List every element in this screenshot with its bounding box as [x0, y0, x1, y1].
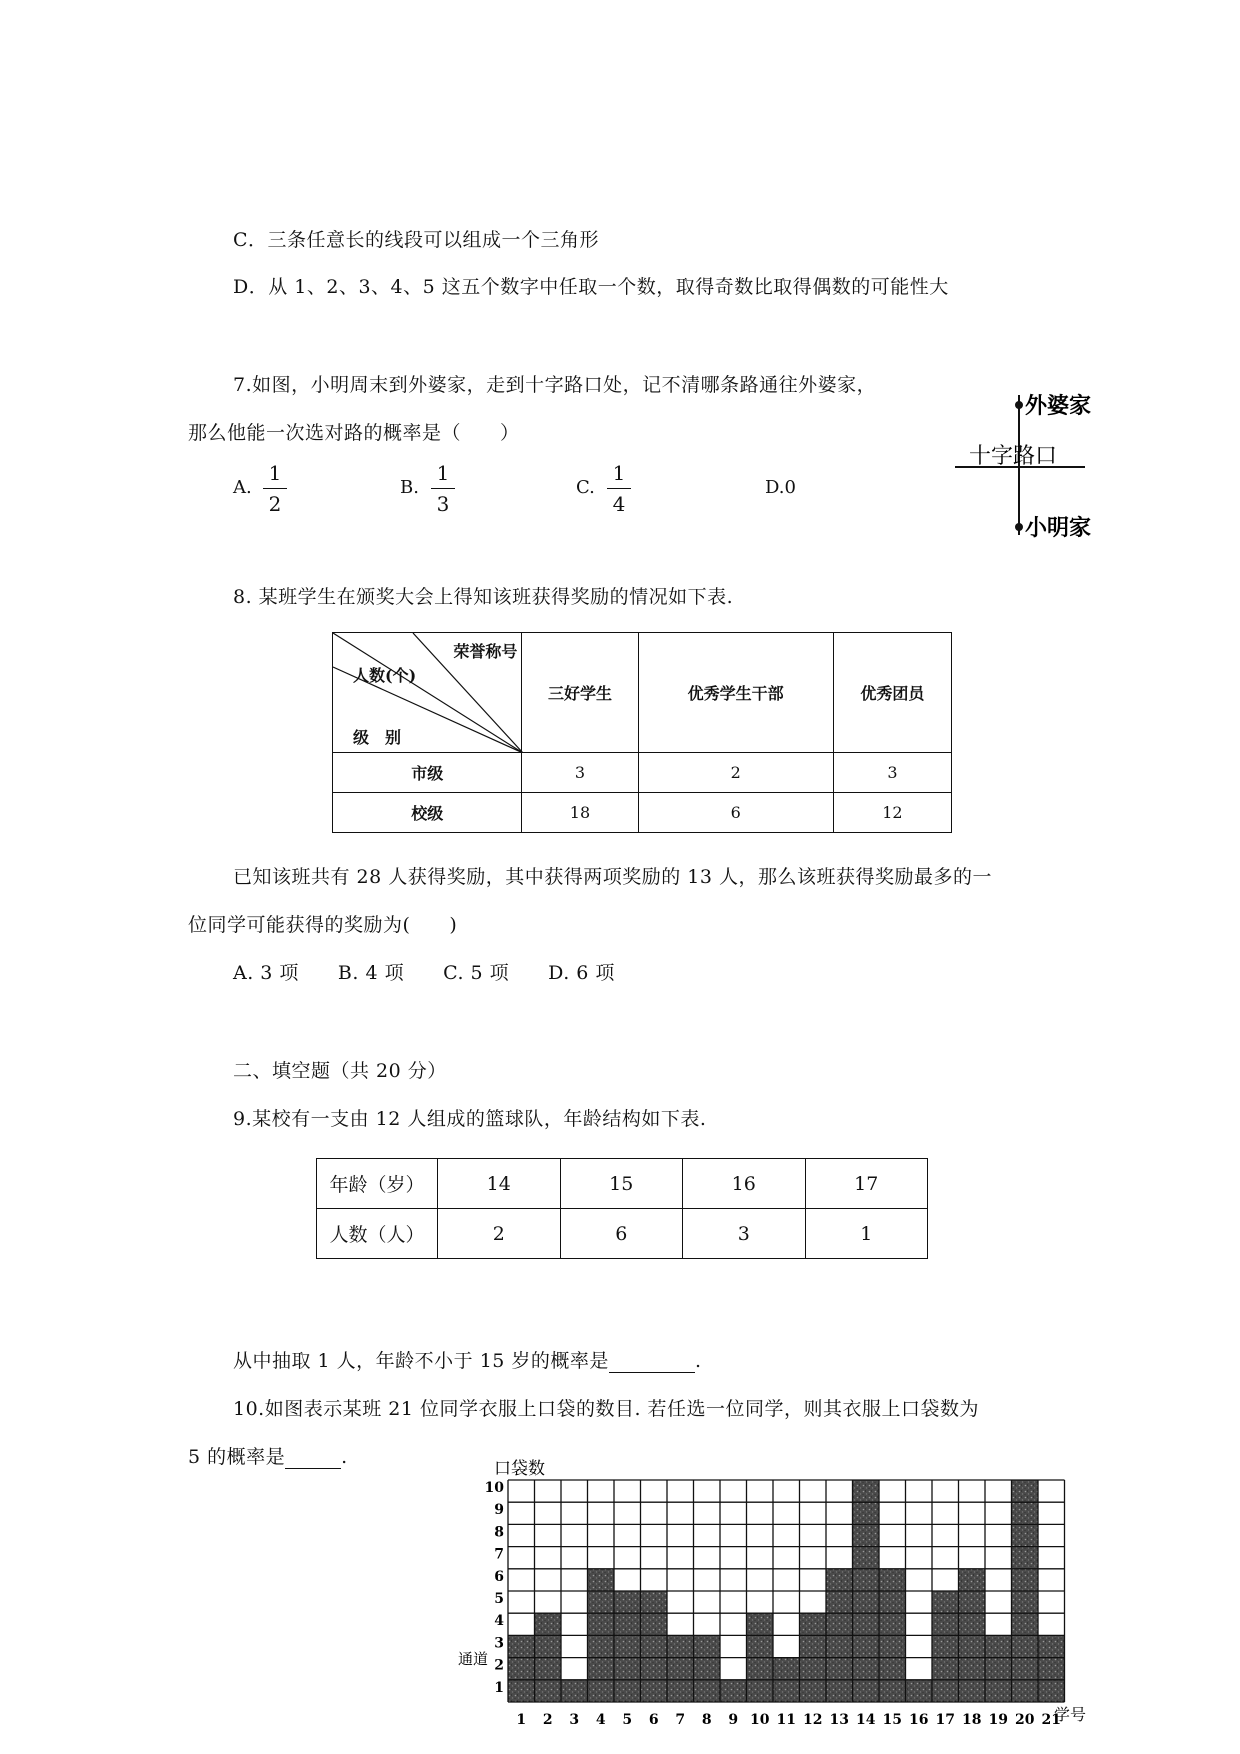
q7-option-a-fraction	[263, 460, 287, 517]
q10-text-end: .	[341, 1446, 348, 1468]
age-cell: 17	[805, 1159, 928, 1209]
x-tick-label: 3	[569, 1712, 580, 1728]
pocket-bar	[694, 1635, 721, 1702]
count-row-label: 人数（人）	[317, 1209, 438, 1259]
q6-option-c: C．三条任意长的线段可以组成一个三角形	[233, 229, 600, 251]
award-cell: 3	[833, 753, 951, 793]
xiaoming-house-label: 小明家	[1025, 515, 1092, 541]
y-tick-label: 1	[494, 1679, 504, 1696]
count-cell: 6	[560, 1209, 683, 1259]
award-cell: 3	[522, 753, 638, 793]
q10-text-line2-wrap	[188, 1442, 348, 1469]
q7-option-c-label: C.	[576, 477, 595, 498]
q7-option-c-fraction	[607, 460, 631, 517]
fraction-denominator: 2	[268, 492, 282, 516]
y-tick-label: 5	[494, 1591, 504, 1607]
pocket-bar	[561, 1680, 588, 1702]
q8-text-line2: 位同学可能获得的奖励为( )	[188, 914, 458, 936]
age-row-label: 年龄（岁）	[317, 1159, 438, 1209]
pocket-bar	[641, 1591, 668, 1702]
x-tick-label: 5	[622, 1712, 633, 1728]
corner-title-count: 人数(个)	[353, 666, 417, 685]
x-tick-label: 16	[909, 1712, 929, 1728]
count-cell: 1	[805, 1209, 928, 1259]
crossroad-label: 十字路口	[969, 444, 1058, 469]
table-row	[333, 753, 952, 793]
q8-text: 8. 某班学生在颁奖大会上得知该班获得奖励的情况如下表.	[233, 586, 734, 608]
y-tick-label: 6	[494, 1568, 504, 1585]
age-cell: 14	[438, 1159, 561, 1209]
y-tick-label: 10	[484, 1480, 504, 1496]
x-tick-label: 15	[882, 1712, 902, 1728]
y-tick-label: 8	[494, 1524, 504, 1541]
pocket-bar	[667, 1635, 694, 1702]
award-column-header: 优秀团员	[833, 633, 951, 753]
pocket-bar	[985, 1635, 1012, 1702]
count-cell: 3	[683, 1209, 806, 1259]
x-tick-label: 13	[829, 1712, 849, 1728]
q7-text-line2: 那么他能一次选对路的概率是（ ）	[188, 422, 520, 444]
q7-option-b-fraction	[431, 460, 455, 517]
x-tick-label: 1	[516, 1712, 527, 1728]
x-tick-label: 18	[962, 1712, 982, 1728]
corner-title-honor: 荣誉称号	[453, 642, 518, 661]
fraction-numerator: 1	[268, 461, 282, 485]
age-cell: 16	[683, 1159, 806, 1209]
crossroad-figure	[955, 385, 1105, 545]
answer-blank[interactable]	[285, 1448, 341, 1469]
x-tick-label: 2	[542, 1712, 553, 1728]
fraction-bar	[431, 488, 455, 489]
xiaoming-house-dot	[1015, 523, 1023, 531]
age-table	[316, 1158, 928, 1259]
x-tick-label: 19	[988, 1712, 1008, 1728]
table-row	[317, 1159, 928, 1209]
q9-question-text: 从中抽取 1 人，年龄不小于 15 岁的概率是	[233, 1350, 609, 1372]
q6-option-d: D．从 1、2、3、4、5 这五个数字中任取一个数，取得奇数比取得偶数的可能性大	[233, 276, 949, 298]
q7-option-b-label: B.	[400, 477, 419, 498]
q7-option-d: D.0	[765, 477, 796, 498]
x-tick-label: 9	[728, 1712, 739, 1728]
y-tick-label: 9	[494, 1502, 504, 1519]
q7-option-a-label: A.	[233, 477, 252, 498]
q9-question	[233, 1346, 701, 1373]
fraction-numerator: 1	[436, 461, 450, 485]
x-tick-label: 10	[750, 1712, 770, 1728]
pocket-bar	[614, 1591, 641, 1702]
q7-text-line1: 7.如图，小明周末到外婆家，走到十字路口处，记不清哪条路通往外婆家，	[233, 374, 877, 396]
award-cell: 6	[638, 793, 833, 833]
y-axis-title: 口袋数	[494, 1459, 545, 1479]
fraction-bar	[263, 488, 287, 489]
left-side-label: 通道	[458, 1650, 489, 1668]
x-tick-label: 14	[856, 1712, 876, 1728]
award-column-header: 优秀学生干部	[638, 633, 833, 753]
award-column-header: 三好学生	[522, 633, 638, 753]
award-row-label: 校级	[333, 793, 522, 833]
count-cell: 2	[438, 1209, 561, 1259]
pocket-bar	[932, 1591, 959, 1702]
grandma-house-dot	[1015, 401, 1023, 409]
award-cell: 12	[833, 793, 951, 833]
award-cell: 2	[638, 753, 833, 793]
grandma-house-label: 外婆家	[1025, 393, 1092, 419]
x-tick-label: 8	[701, 1712, 712, 1728]
answer-blank[interactable]	[609, 1352, 695, 1373]
y-tick-label: 2	[494, 1657, 504, 1674]
y-tick-label: 7	[494, 1546, 504, 1563]
award-row-label: 市级	[333, 753, 522, 793]
fraction-bar	[607, 488, 631, 489]
award-table	[332, 632, 952, 833]
section-title: 二、填空题（共 20 分）	[233, 1060, 447, 1082]
table-row	[317, 1209, 928, 1259]
table-row	[333, 793, 952, 833]
pocket-chart	[448, 1448, 1088, 1738]
pocket-bar	[720, 1680, 747, 1702]
x-tick-label: 7	[675, 1712, 686, 1728]
x-tick-label: 4	[595, 1712, 606, 1728]
award-cell: 18	[522, 793, 638, 833]
x-tick-label: 12	[803, 1712, 823, 1728]
q8-options: A. 3 项 B. 4 项 C. 5 项 D. 6 项	[233, 962, 615, 984]
q8-text-line1: 已知该班共有 28 人获得奖励，其中获得两项奖励的 13 人，那么该班获得奖励最多的一	[233, 866, 993, 888]
q10-text-line2: 5 的概率是	[188, 1446, 286, 1468]
q9-text: 9.某校有一支由 12 人组成的篮球队，年龄结构如下表.	[233, 1108, 707, 1130]
q10-text-line1: 10.如图表示某班 21 位同学衣服上口袋的数目. 若任选一位同学，则其衣服上口袋数为	[233, 1398, 980, 1420]
pocket-bar	[1038, 1635, 1065, 1702]
fraction-numerator: 1	[612, 461, 626, 485]
y-tick-label: 3	[494, 1635, 504, 1652]
pocket-bar	[906, 1680, 933, 1702]
pocket-bar	[508, 1635, 535, 1702]
x-tick-label: 17	[935, 1712, 955, 1728]
age-cell: 15	[560, 1159, 683, 1209]
award-table-corner-cell	[333, 633, 522, 753]
corner-title-level: 级 别	[353, 728, 402, 747]
x-tick-label: 21	[1041, 1712, 1061, 1728]
x-tick-label: 11	[776, 1712, 796, 1728]
y-tick-label: 4	[494, 1613, 504, 1630]
x-tick-label: 20	[1015, 1712, 1035, 1728]
x-axis-title: 学号	[1054, 1705, 1087, 1724]
fraction-denominator: 3	[436, 492, 450, 516]
q9-question-end: .	[694, 1350, 702, 1372]
x-tick-label: 6	[648, 1712, 659, 1728]
fraction-denominator: 4	[612, 492, 626, 516]
